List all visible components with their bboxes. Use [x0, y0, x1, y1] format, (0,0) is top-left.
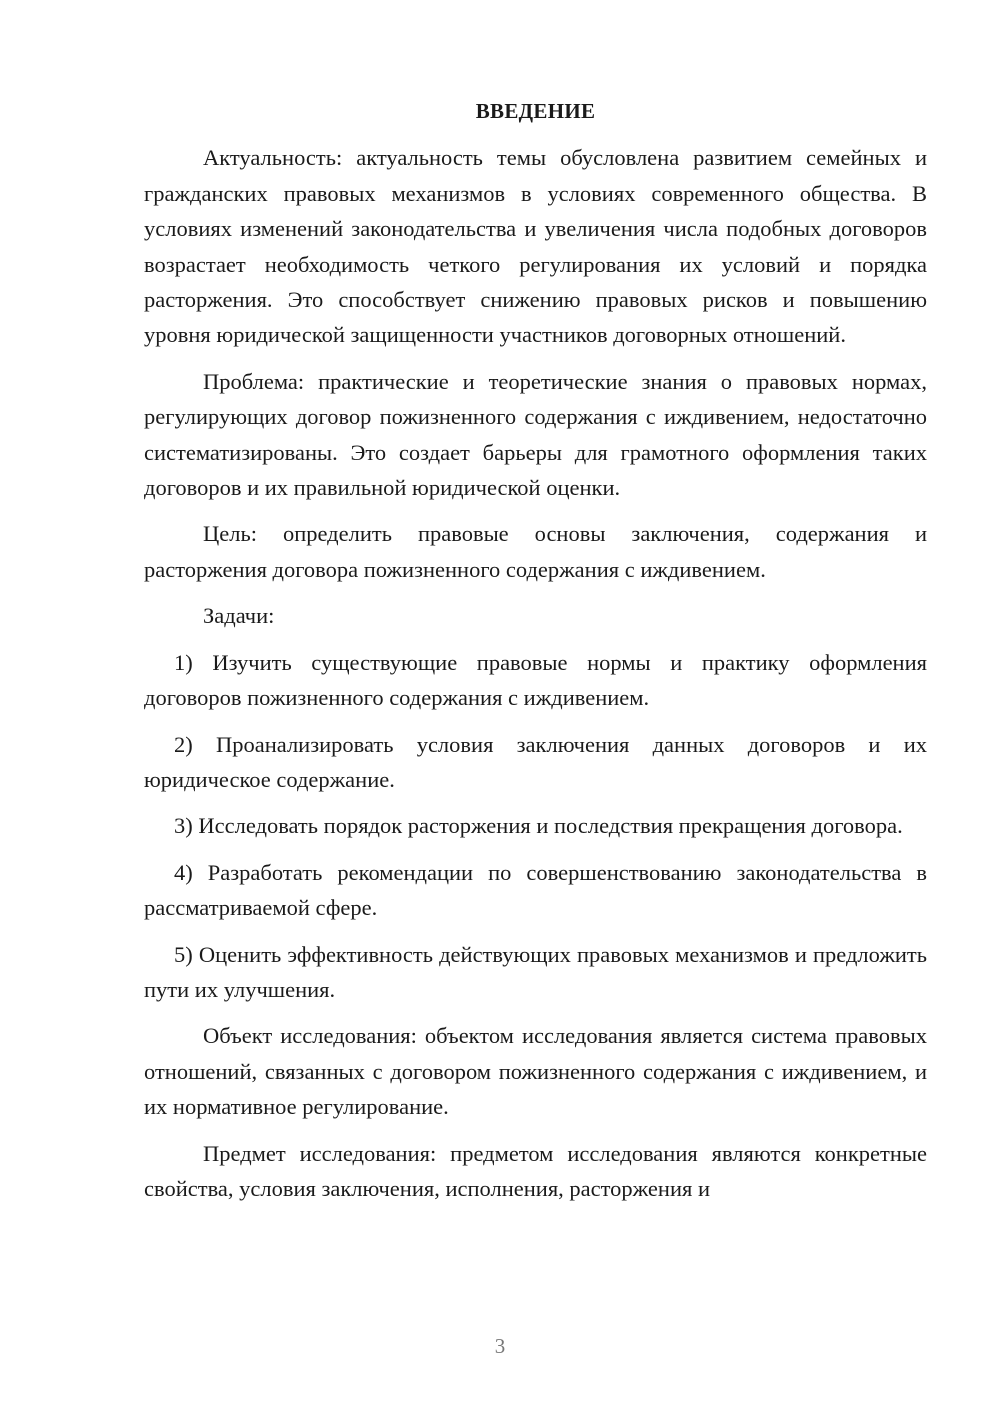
- goal-paragraph: Цель: определить правовые основы заключения, содержания и расторжения договора пожизненного содержания с иждивением.: [144, 521, 927, 582]
- tasks-heading: Задачи:: [203, 603, 275, 629]
- task-item-5: 5) Оценить эффективность действующих правовых механизмов и предложить пути их улучшения.: [144, 941, 927, 1002]
- document-page: [144, 94, 927, 1217]
- task-item-1: 1) Изучить существующие правовые нормы и практику оформления договоров пожизненного содержания с иждивением.: [144, 649, 927, 711]
- subject-paragraph: Предмет исследования: предметом исследования являются конкретные свойства, условия заключения, исполнения, расторжения и: [144, 1140, 927, 1201]
- task-item-4: 4) Разработать рекомендации по совершенствованию законодательства в рассматриваемой сфере.: [144, 859, 927, 921]
- task-item-2: 2) Проанализировать условия заключения данных договоров и их юридическое содержание.: [144, 731, 927, 792]
- relevance-paragraph: Актуальность: актуальность темы обусловлена развитием семейных и гражданских правовых механизмов в условиях современного общества. В условиях изменений законодательства и увеличения числа подобных договоров возрастает необходимость четкого регулирования их условий и порядка расторжения. Это способствует снижению правовых рисков и повышению уровня юридической защищенности участников договорных отношений.: [144, 145, 927, 348]
- problem-paragraph: Проблема: практические и теоретические знания о правовых нормах, регулирующих договор пожизненного содержания с иждивением, недостаточно систематизированы. Это создает барьеры для грамотного оформления таких договоров и их правильной юридической оценки.: [144, 368, 927, 501]
- object-paragraph: Объект исследования: объектом исследования является система правовых отношений, связанных с договором пожизненного содержания с иждивением, и их нормативное регулирование.: [144, 1023, 927, 1120]
- page-title: ВВЕДЕНИЕ: [475, 99, 596, 123]
- page-number: 3: [494, 1334, 506, 1358]
- task-item-3: 3) Исследовать порядок расторжения и последствия прекращения договора.: [174, 813, 903, 839]
